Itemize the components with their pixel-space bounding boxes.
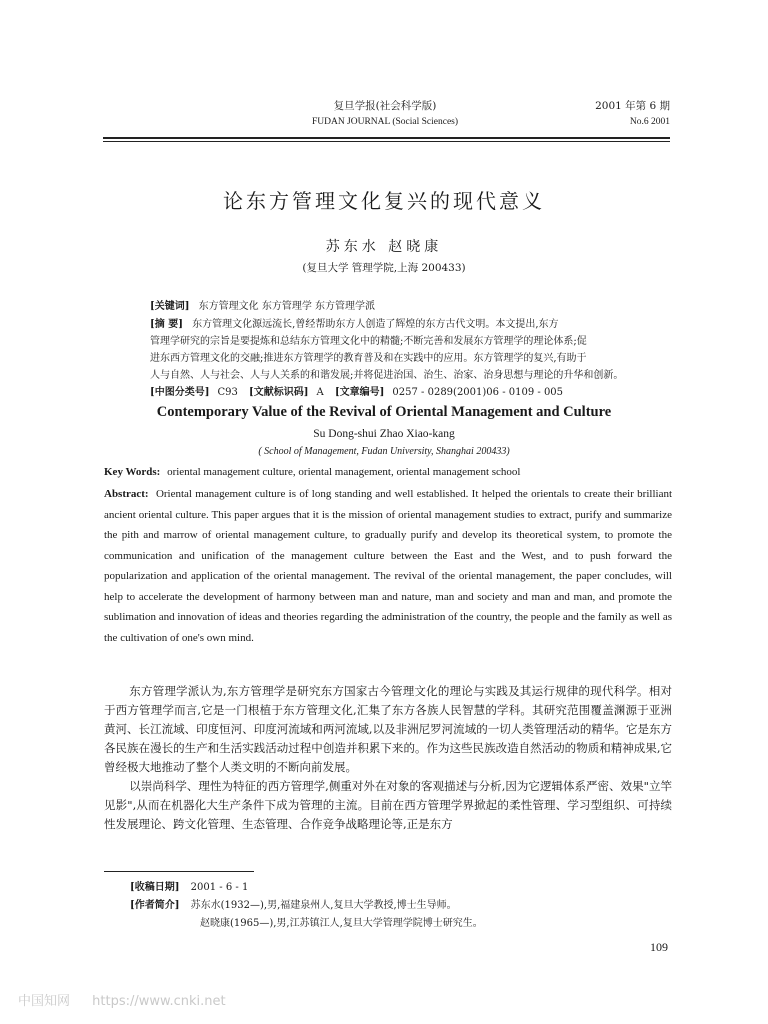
abstract-cn-line: 东方管理文化源远流长,曾经帮助东方人创造了辉煌的东方古代文明。本文提出,东方 [192, 319, 559, 330]
article-title-en: Contemporary Value of the Revival of Oriental Management and Culture [156, 404, 612, 420]
watermark-site: 中国知网 [18, 994, 71, 1009]
abstract-en-label: Abstract: [104, 488, 149, 500]
body-text [104, 682, 672, 834]
header-rule-thin [103, 141, 670, 142]
authors-cn: 苏东水 赵晓康 [325, 239, 443, 255]
keywords-en [104, 462, 672, 483]
abstract-cn-line: 人与自然、人与社会、人与人关系的和谐发展;并将促进治国、治生、治家、治身思想与理论的升华和创新。 [150, 370, 624, 381]
article-number-value: 0257 - 0289(2001)06 - 0109 - 005 [392, 387, 564, 398]
classification-line [150, 384, 658, 401]
body-paragraph: 以崇尚科学、理性为特征的西方管理学,侧重对外在对象的客观描述与分析,因为它逻辑体系严密、效果"立竿见影",从而在机器化大生产条件下成为管理的主流。目前在西方管理学界掀起的柔性管理、学习型组织、可持续性发展理论、跨文化管理、生态管理、合作竞争战略理论等,正是东方 [104, 779, 672, 831]
author-bio-2: 赵晓康(1965—),男,江苏镇江人,复旦大学管理学院博士研究生。 [200, 918, 483, 929]
affiliation-en: ( School of Management, Fudan University, Shanghai 200433) [258, 446, 510, 457]
author-bio-label: [作者简介] [130, 900, 180, 911]
article-title-cn: 论东方管理文化复兴的现代意义 [223, 189, 545, 213]
keywords-en-text: oriental management culture, oriental management, oriental management school [167, 466, 521, 478]
issue-en: No.6 2001 [629, 117, 670, 127]
abstract-en [104, 484, 672, 648]
received-date: 2001 - 6 - 1 [190, 882, 249, 893]
footnote-received [130, 880, 672, 896]
body-paragraph: 东方管理学派认为,东方管理学是研究东方国家古今管理文化的理论与实践及其运行规律的现代科学。相对于西方管理学而言,它是一门根植于东方管理文化,汇集了东方各族人民智慧的学科。其研究范围覆盖渊源于亚洲黄河、长江流域、印度恒河、印度河流域和两河流域,以及非洲尼罗河流域的一切人类管理活动的精华。它是东方各民族在漫长的生产和生活实践活动过程中创造并积累下来的。作为这些民族改造自然活动的物质和精神成果,它曾经极大地推动了整个人类文明的不断向前发展。 [104, 684, 672, 774]
footnote-authors [130, 898, 672, 914]
doc-code-label: [文献标识码] [249, 387, 309, 398]
article-number-label: [文章编号] [334, 387, 385, 398]
affiliation-cn: (复旦大学 管理学院,上海 200433) [302, 262, 466, 274]
issue-cn: 2001 年第 6 期 [595, 100, 670, 112]
journal-name-cn: 复旦学报(社会科学版) [333, 100, 437, 112]
page-number: 109 [650, 940, 668, 954]
received-label: [收稿日期] [130, 882, 180, 893]
footnote-rule [104, 871, 254, 872]
journal-name-en: FUDAN JOURNAL (Social Sciences) [311, 117, 459, 127]
abstract-cn-line: 管理学研究的宗旨是要提炼和总结东方管理文化中的精髓;不断完善和发展东方管理学的理论体系;促 [150, 336, 587, 347]
header-rule [103, 137, 670, 139]
clc-value: C93 [217, 387, 238, 398]
cnki-watermark [18, 990, 244, 1009]
keywords-cn [150, 298, 658, 315]
keywords-cn-text: 东方管理文化 东方管理学 东方管理学派 [198, 301, 376, 312]
authors-en: Su Dong-shui Zhao Xiao-kang [313, 428, 455, 440]
abstract-cn-label: [摘 要] [150, 319, 183, 330]
abstract-cn [150, 316, 658, 384]
keywords-cn-label: [关键词] [150, 301, 190, 312]
doc-code-value: A [316, 387, 324, 398]
abstract-cn-line: 进东西方管理文化的交融;推进东方管理学的教育普及和在实践中的应用。东方管理学的复兴,有助于 [150, 353, 587, 364]
author-bio-1: 苏东水(1932—),男,福建泉州人,复旦大学教授,博士生导师。 [190, 900, 457, 911]
abstract-en-text: Oriental management culture is of long standing and well established. It helped the orientals to create their brilliant ancient oriental culture. This paper argues that it is the mission of oriental management studies to extract, purify and summarize the pith and marrow of oriental management culture, to gradually purify and develop its theoretical system, to promote the communication and unification of the management culture between the East and the West, and to push forward the popularization and application of the oriental management. The revival of the oriental management, the paper concludes, will help to accelerate the development of harmony between man and nature, man and society and man and man, and promote the sublimation and innovation of ideas and theories regarding the administration of the country, the people and the family as well as the cultivation of one's own mind. [104, 488, 673, 644]
clc-label: [中图分类号] [150, 387, 210, 398]
watermark-url: https://www.cnki.net [92, 994, 226, 1009]
keywords-en-label: Key Words: [104, 466, 161, 478]
